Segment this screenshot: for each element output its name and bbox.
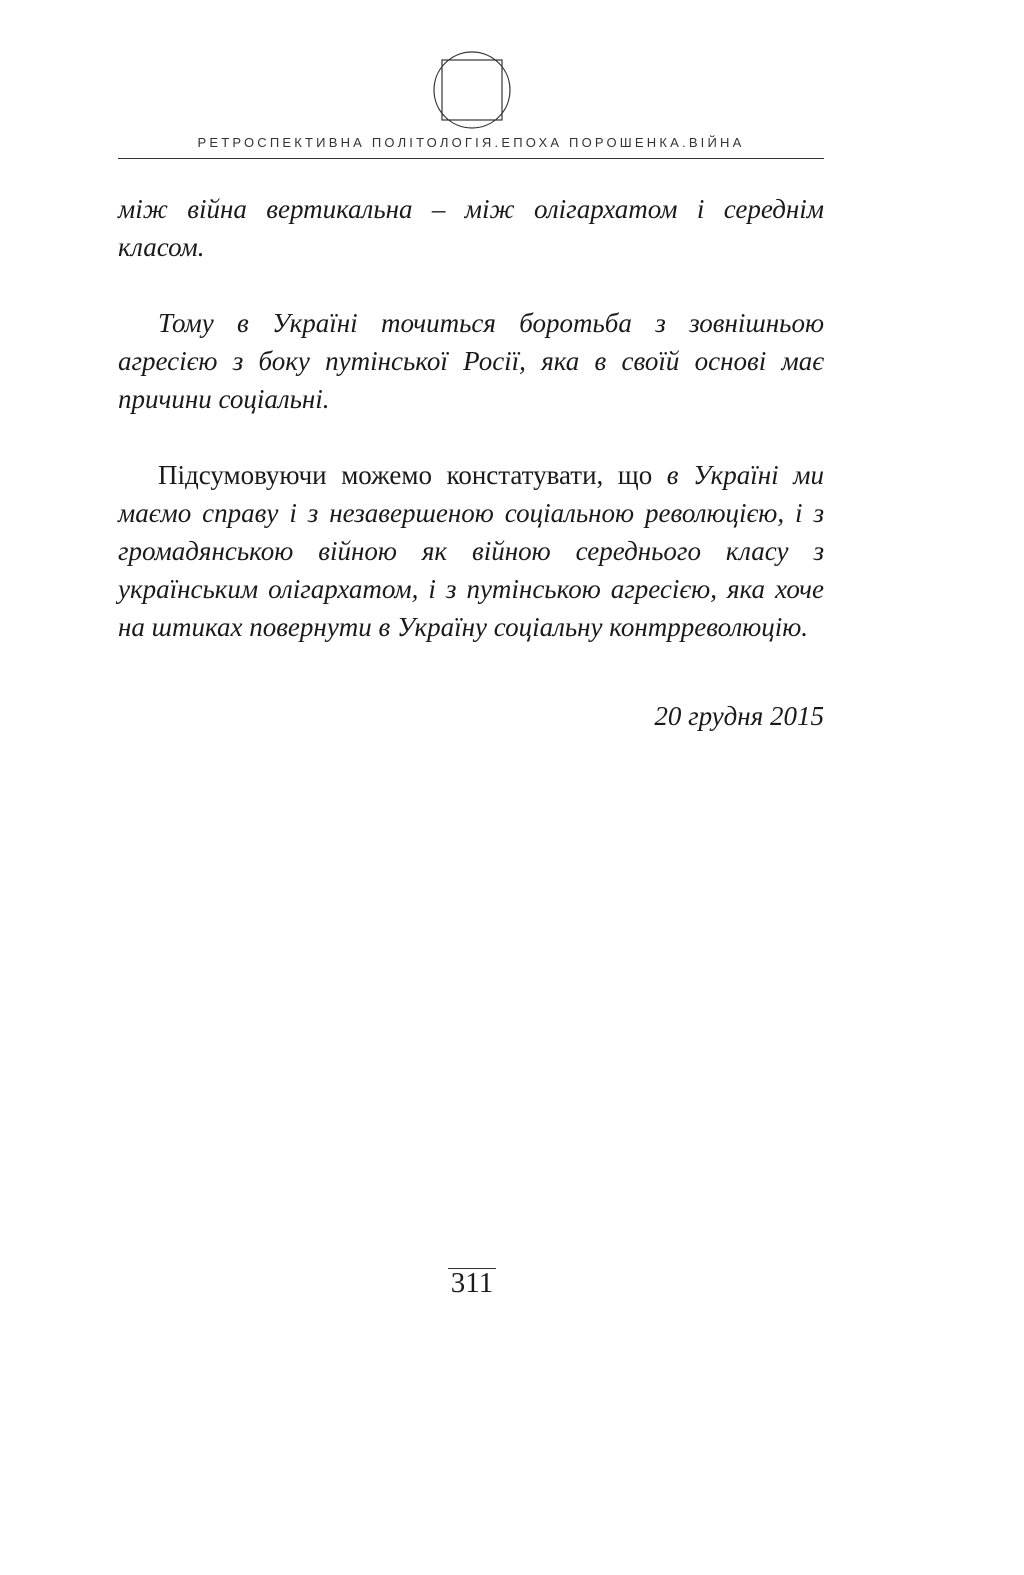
paragraph-3 <box>118 456 824 646</box>
paragraph-3-lead: Підсумовуючи можемо констатувати, що <box>158 460 667 490</box>
page-number: 311 <box>450 1267 494 1299</box>
signature-date: 20 грудня 2015 <box>654 701 824 731</box>
paragraph-2: Тому в Україні точиться боротьба з зовнішньою агресією з боку путінської Росії, яка в своїй основі має причини соціальні. <box>118 308 824 414</box>
header-divider <box>118 158 824 159</box>
paragraph-3-rest: в Україні ми маємо справу і з незавершеною соціальною революцією, і з громадянською війною як війною середнього класу з українським олігархатом, і з путінською агресією, яка хоче на штиках повернути в Україну соціальну контрреволюцію. <box>118 460 824 642</box>
circle-square-emblem-icon <box>432 50 512 130</box>
body-text <box>118 190 824 646</box>
running-head-title: РЕТРОСПЕКТИВНА ПОЛІТОЛОГІЯ.ЕПОХА ПОРОШЕНКА.ВІЙНА <box>197 135 745 150</box>
paragraph-1: між війна вертикальна – між олігархатом і середнім класом. <box>118 194 824 262</box>
